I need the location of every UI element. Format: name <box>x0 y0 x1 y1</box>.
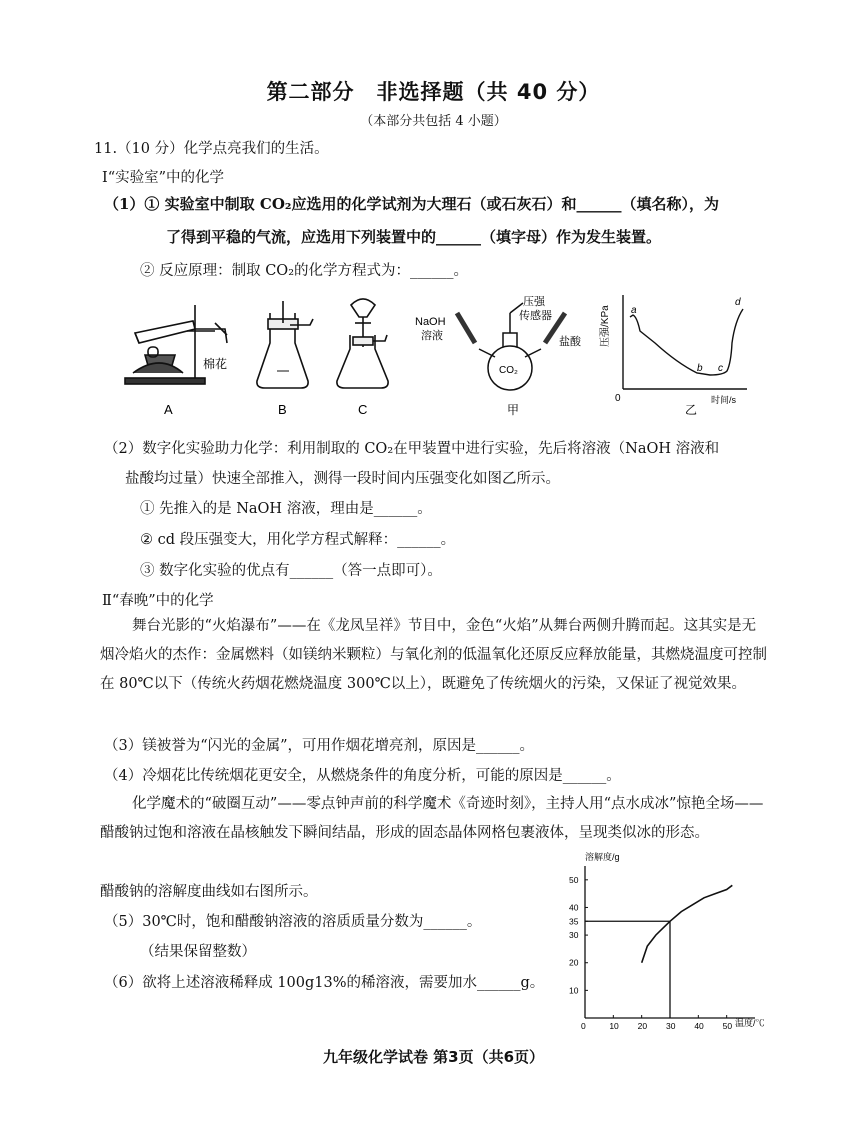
apparatus-c <box>337 299 388 388</box>
q1-line-2: 了得到平稳的气流，应选用下列装置中的______（填字母）作为发生装置。 <box>166 228 662 246</box>
pressure-origin: 0 <box>615 393 621 404</box>
cotton-label: 棉花 <box>203 357 228 371</box>
y-tick-label: 50 <box>569 874 579 885</box>
solubility-y-label: 溶解度/g <box>585 852 620 862</box>
q2-line-3: ① 先推入的是 NaOH 溶液，理由是______。 <box>140 501 432 517</box>
q5-line-1: （5）30℃时，饱和醋酸钠溶液的溶质质量分数为______。 <box>104 914 482 930</box>
co2-label: CO₂ <box>499 365 518 376</box>
page-footer: 九年级化学试卷 第3页（共6页） <box>322 1048 545 1066</box>
apparatus-a <box>125 305 227 384</box>
pressure-curve <box>630 309 743 375</box>
solubility-x-label: 温度/℃ <box>735 1018 765 1028</box>
page-subtitle: （本部分共包括 4 小题） <box>360 114 507 129</box>
q2-line-5: ③ 数字化实验的优点有______（答一点即可）。 <box>140 563 442 579</box>
sensor-label-1: 压强 <box>523 296 545 308</box>
q1-line-1: （1）① 实验室中制取 CO₂应选用的化学试剂为大理石（或石灰石）和______（填名称），为 <box>104 195 719 213</box>
q3: （3）镁被誉为“闪光的金属”，可用作烟花增亮剂，原因是______。 <box>104 738 535 754</box>
x-tick-label: 40 <box>694 1021 704 1031</box>
pressure-axis-label: 压强/KPa <box>600 305 611 347</box>
point-a: a <box>631 305 637 316</box>
apparatus-b <box>257 301 313 388</box>
q2-line-1: （2）数字化实验助力化学：利用制取的 CO₂在甲装置中进行实验，先后将溶液（NaOH 溶液和 <box>104 441 720 457</box>
y-tick-label: 30 <box>569 930 579 941</box>
hcl-label: 盐酸 <box>559 336 581 348</box>
q1-line-3: ② 反应原理：制取 CO₂的化学方程式为：______。 <box>140 263 469 279</box>
time-axis-label: 时间/s <box>711 395 737 405</box>
x-tick-label: 20 <box>637 1021 648 1031</box>
apparatus-figure <box>115 283 755 431</box>
q5-line-2: （结果保留整数） <box>140 944 256 960</box>
point-c: c <box>718 363 723 374</box>
chart-pressure <box>623 295 747 389</box>
page-title: 第二部分 非选择题（共 40 分） <box>266 80 601 104</box>
q4: （4）冷烟花比传统烟花更安全，从燃烧条件的角度分析，可能的原因是______。 <box>104 768 621 784</box>
x-tick-label: 0 <box>581 1021 586 1031</box>
y-tick-label: 10 <box>569 985 579 996</box>
x-tick-label: 30 <box>666 1021 676 1031</box>
q2-line-4: ② cd 段压强变大，用化学方程式解释：______。 <box>140 532 456 548</box>
y-tick-label: 35 <box>569 916 579 927</box>
section-gala-heading: Ⅱ“春晚”中的化学 <box>102 593 214 609</box>
q2-line-2: 盐酸均过量）快速全部推入，测得一段时间内压强变化如图乙所示。 <box>125 471 560 487</box>
point-d: d <box>735 297 741 308</box>
x-tick-label: 10 <box>609 1021 619 1031</box>
magic-paragraph: 化学魔术的“破圈互动”——零点钟声前的科学魔术《奇迹时刻》，主持人用“点水成冰”惊艳全场——醋酸钠过饱和溶液在晶核触发下瞬间结晶，形成的固态晶体网格包裹液体，呈现类似冰的形态。 <box>100 796 764 841</box>
naoh-label-2: 溶液 <box>421 330 443 342</box>
fire-waterfall-paragraph: 舞台光影的“火焰瀑布”——在《龙凤呈祥》节目中，金色“火焰”从舞台两侧升腾而起。这其实是无烟冷焰火的杰作：金属燃料（如镁纳米颗粒）与氧化剂的低温氧化还原反应释放能量，其燃烧温度可控制在 80℃以下（传统火药烟花燃烧温度 300℃以上），既避免了传统烟火的污染，又保证了视觉效果。 <box>100 618 767 692</box>
section-lab-heading: Ⅰ“实验室”中的化学 <box>102 170 225 186</box>
label-a: A <box>164 402 173 417</box>
x-tick-label: 50 <box>722 1021 733 1031</box>
point-b: b <box>697 363 703 374</box>
solubility-intro: 醋酸钠的溶解度曲线如右图所示。 <box>100 884 318 900</box>
label-yi: 乙 <box>685 403 698 417</box>
y-tick-label: 40 <box>569 902 579 913</box>
label-b: B <box>278 402 287 417</box>
solubility-chart <box>555 850 765 1040</box>
q6: （6）欲将上述溶液稀释成 100g13%的稀溶液，需要加水______g。 <box>104 975 545 991</box>
question-stem: 11.（10 分）化学点亮我们的生活。 <box>94 141 329 157</box>
label-c: C <box>358 402 368 417</box>
sensor-label-2: 传感器 <box>519 310 552 322</box>
naoh-label-1: NaOH <box>415 316 446 328</box>
y-tick-label: 20 <box>569 957 579 968</box>
solubility-curve <box>642 885 733 962</box>
label-jia: 甲 <box>507 403 520 417</box>
